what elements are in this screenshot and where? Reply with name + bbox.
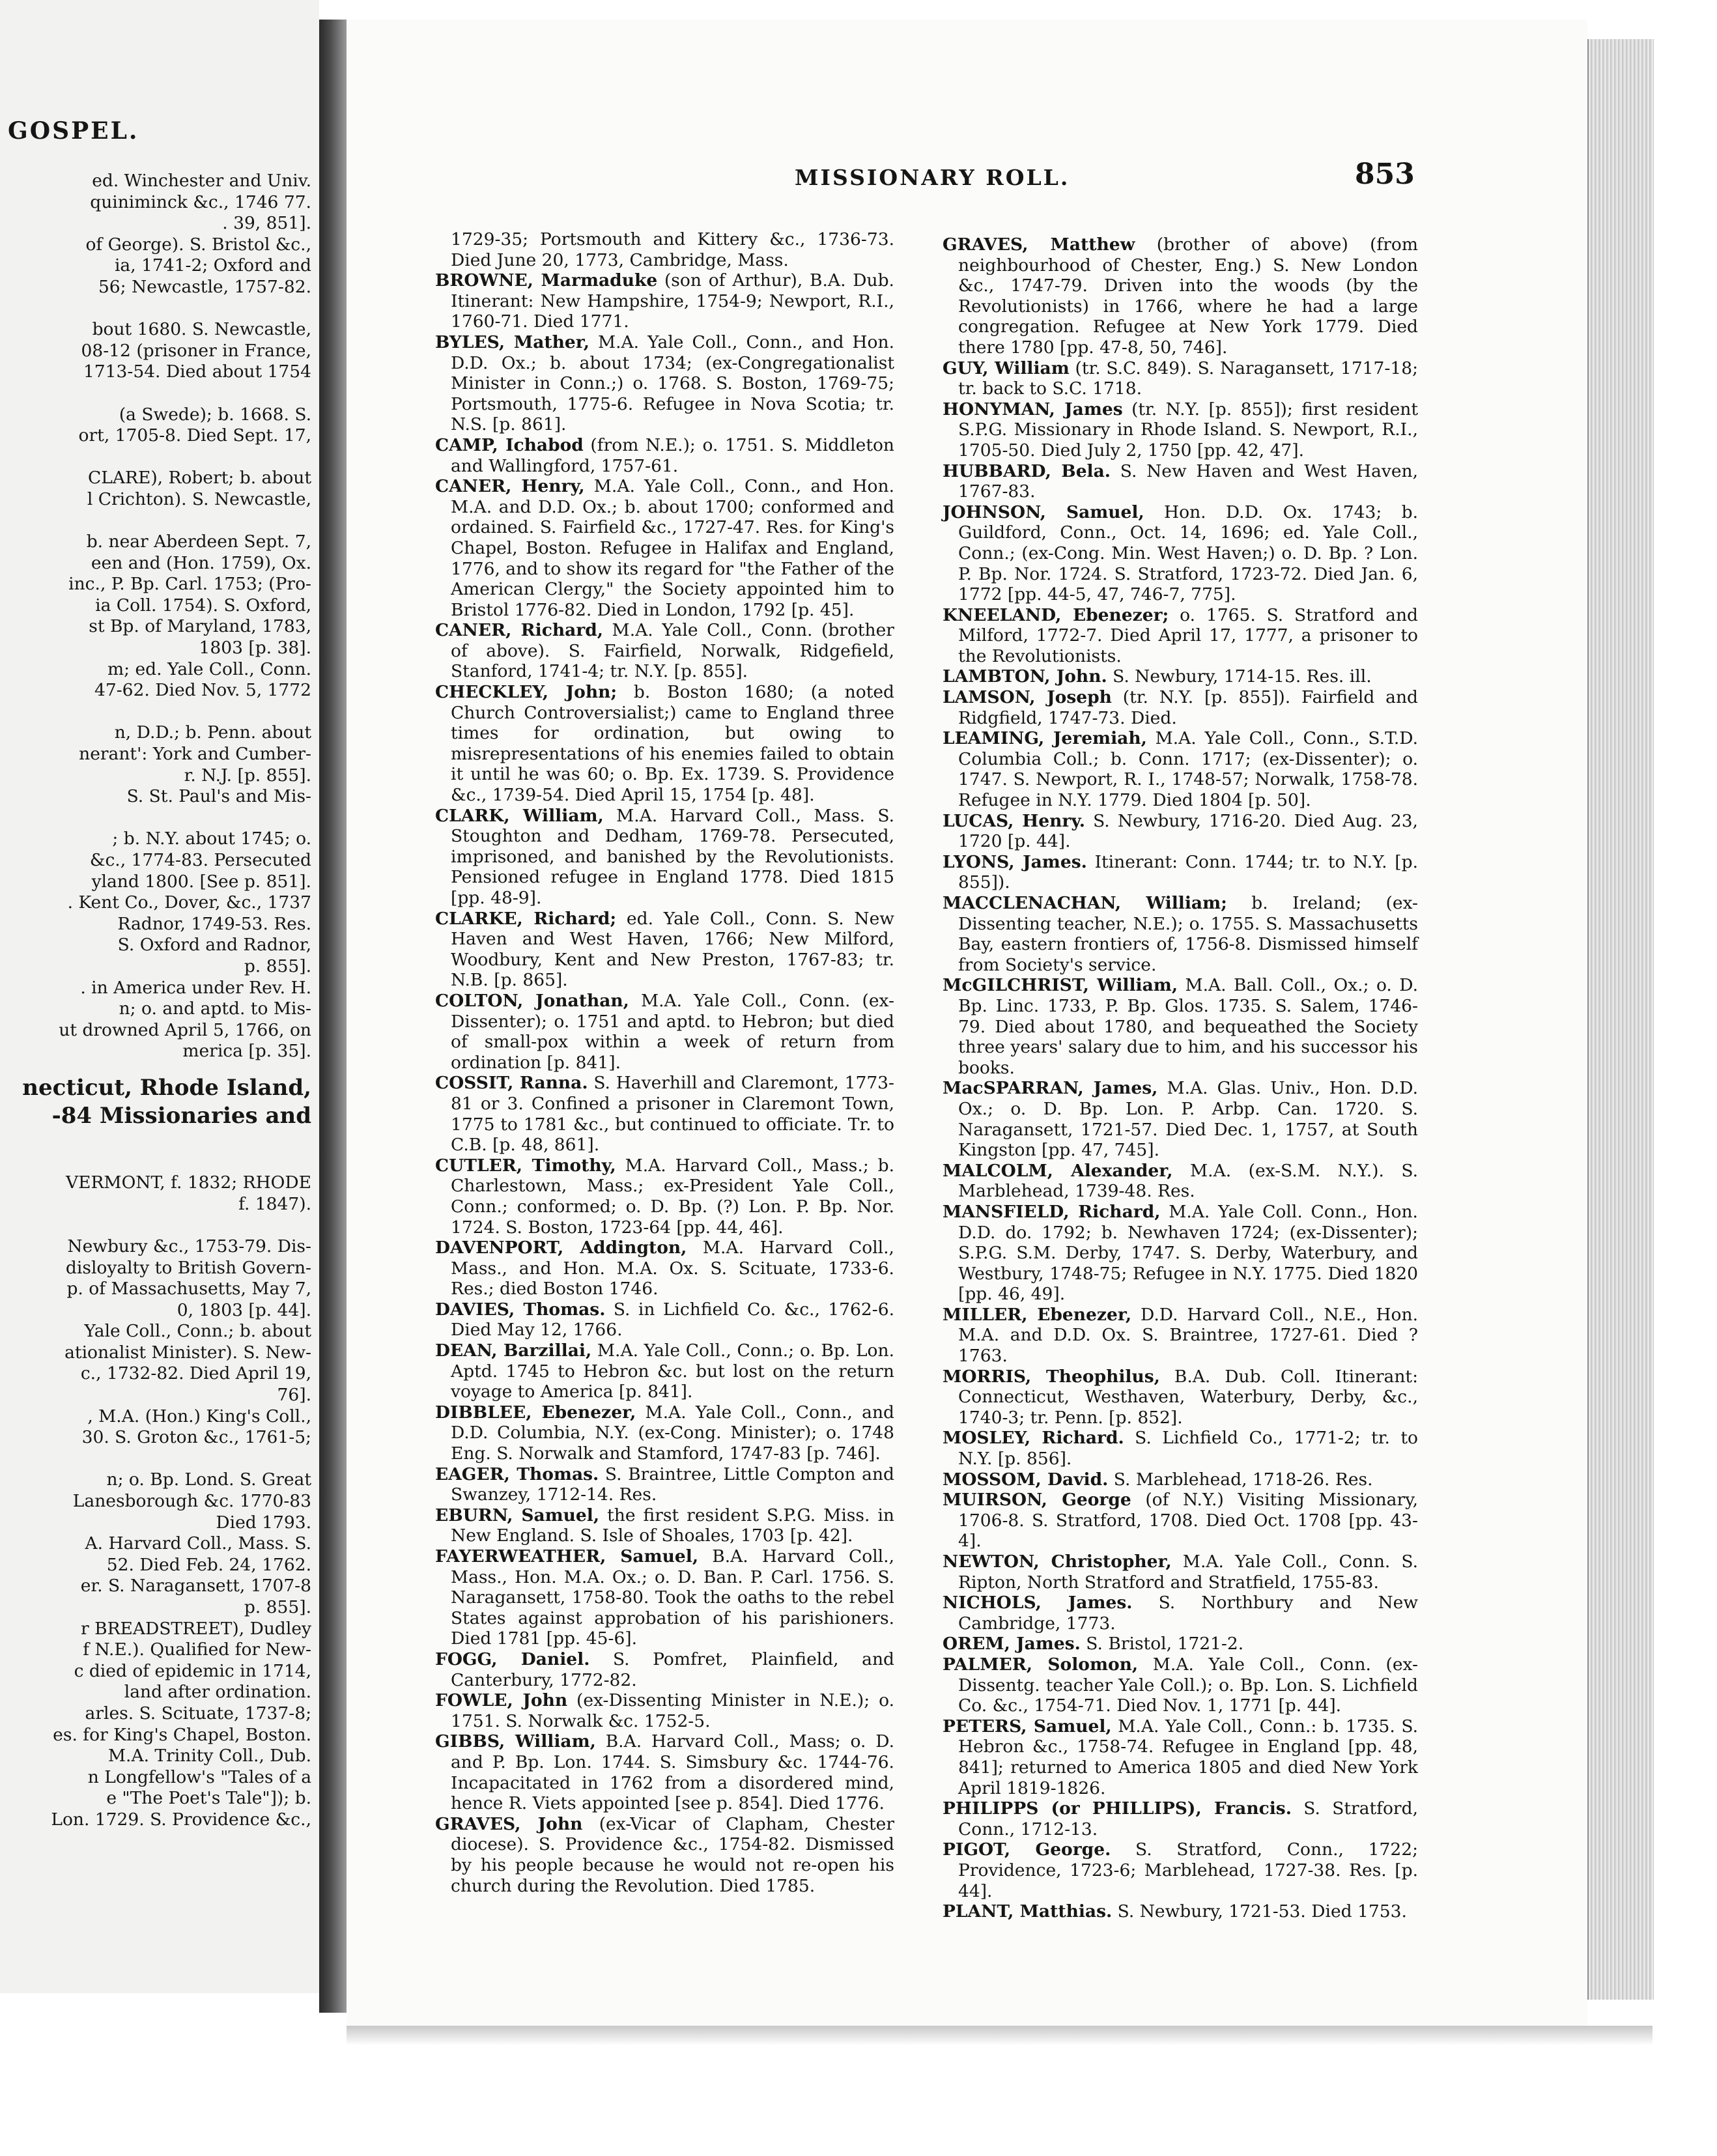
roll-entry	[943, 893, 1418, 975]
missionary-name: MOSSOM, David.	[943, 1469, 1109, 1490]
left-page-line: of George). S. Bristol &c.,	[85, 234, 311, 255]
left-page-line: n, D.D.; b. Penn. about	[114, 722, 311, 743]
missionary-name: COLTON, Jonathan,	[435, 990, 629, 1011]
left-page-line: &c., 1774-83. Persecuted	[89, 850, 311, 870]
roll-entry	[435, 1299, 894, 1340]
roll-entry	[943, 502, 1418, 605]
left-page-line: c died of epidemic in 1714,	[74, 1660, 311, 1681]
left-page-line: n; o. and aptd. to Mis-	[119, 999, 311, 1019]
missionary-name: CANER, Richard,	[435, 620, 604, 641]
entry-text: M.A. Yale Coll., Conn., and Hon. M.A. and D.D. Ox.; b. about 1700; conformed and ordained. S. Fairfield &c., 1727-47. Res. for King's Chapel, Boston. Refugee in Halifax and England, 1776, and to show its regard for "the Father of the American Clergy," the Society appointed him to Bristol 1776-82. Died in London, 1792 [p. 45].	[451, 476, 894, 620]
page-title: MISSIONARY ROLL.	[795, 165, 1070, 190]
left-page-line: Newbury &c., 1753-79. Dis-	[67, 1236, 311, 1256]
entry-text: (tr. N.Y. [p. 855]). Fairfield and Ridgfield, 1747-73. Died.	[958, 687, 1418, 728]
right-column	[943, 234, 1418, 1922]
entry-text: B.A. Dub. Coll. Itinerant: Connecticut, Westhaven, Waterbury, Derby, &c., 1740-3; tr. Penn. [p. 852].	[958, 1366, 1418, 1428]
missionary-name: LAMSON, Joseph	[943, 687, 1112, 708]
entry-text: M.A. Harvard Coll., Mass. S. Stoughton and Dedham, 1769-78. Persecuted, imprisoned, and banished by the Revolutionists. Pensioned refugee in England 1778. Died 1815 [pp. 48-9].	[451, 805, 895, 908]
left-page-line: ut drowned April 5, 1766, on	[59, 1019, 311, 1040]
missionary-name: COSSIT, Ranna.	[435, 1073, 588, 1094]
left-page-line: M.A. Trinity Coll., Dub.	[107, 1746, 311, 1766]
entry-text: S. Newbury, 1716-20. Died Aug. 23, 1720 [p. 44].	[958, 810, 1418, 852]
missionary-name: OREM, James.	[943, 1634, 1081, 1654]
entry-text: M.A. Yale Coll., Conn., and Hon. D.D. Ox.; b. about 1734; (ex-Congregationalist Minister in Conn.;) o. 1768. S. Boston, 1769-75; Portsmouth, 1775-6. Refugee in Nova Scotia; tr. N.S. [p. 861].	[451, 332, 894, 435]
left-page-line: -84 Missionaries and	[51, 1102, 311, 1129]
missionary-name: MALCOLM, Alexander,	[943, 1160, 1173, 1181]
roll-entry	[435, 806, 894, 909]
missionary-name: JOHNSON, Samuel,	[943, 502, 1144, 522]
missionary-name: CLARK, William,	[435, 805, 604, 826]
left-page-line: 1803 [p. 38].	[199, 638, 311, 659]
roll-entry	[943, 1428, 1418, 1469]
left-page-line: Died 1793.	[216, 1512, 311, 1533]
left-page-line: S. Oxford and Radnor,	[117, 935, 311, 956]
missionary-name: PIGOT, George.	[943, 1839, 1111, 1860]
entry-text: M.A. Yale Coll., Conn.: b. 1735. S. Hebron &c., 1758-74. Refugee in England [pp. 48, 841]; returned to America 1805 and died New York April 1819-1826.	[958, 1716, 1418, 1798]
left-page-line	[0, 1130, 311, 1152]
entry-text: S. Bristol, 1721-2.	[1080, 1634, 1244, 1654]
missionary-name: GRAVES, Matthew	[943, 234, 1135, 255]
roll-entry	[435, 1073, 894, 1155]
missionary-name: DAVIES, Thomas.	[435, 1299, 606, 1320]
roll-entry	[943, 234, 1418, 358]
left-page-line: 30. S. Groton &c., 1761-5;	[81, 1427, 311, 1448]
roll-entry	[435, 332, 894, 435]
left-page-line: (a Swede); b. 1668. S.	[119, 404, 311, 425]
left-page-text	[0, 171, 311, 1831]
left-page-line: Lanesborough &c. 1770-83	[72, 1491, 311, 1512]
roll-entry	[435, 1505, 894, 1546]
left-page-line	[0, 1449, 311, 1470]
left-page-line: VERMONT, f. 1832; RHODE	[66, 1172, 311, 1193]
missionary-name: DEAN, Barzillai,	[435, 1340, 592, 1361]
missionary-name: MUIRSON, George	[943, 1490, 1131, 1511]
missionary-name: MACCLENACHAN, William;	[943, 893, 1227, 913]
left-page-line: 47-62. Died Nov. 5, 1772	[94, 680, 311, 701]
entry-text: (from N.E.); o. 1751. S. Middleton and Wallingford, 1757-61.	[451, 434, 894, 476]
missionary-name: MacSPARRAN, James,	[943, 1078, 1158, 1099]
roll-entry	[943, 666, 1418, 687]
roll-entry	[943, 1634, 1418, 1654]
entry-text: (tr. N.Y. [p. 855]); first resident S.P.G. Missionary in Rhode Island. S. Newport, R.I., 1705-50. Died July 2, 1750 [pp. 42, 47].	[958, 399, 1418, 461]
left-page-line: 76].	[277, 1385, 311, 1406]
roll-entry	[943, 461, 1418, 502]
left-page-line: c., 1732-82. Died April 19,	[80, 1363, 311, 1384]
roll-entry	[943, 1593, 1418, 1634]
left-page-line	[0, 298, 311, 320]
left-page-line: , M.A. (Hon.) King's Coll.,	[87, 1406, 311, 1426]
roll-entry	[435, 1340, 894, 1402]
left-page-line: ia, 1741-2; Oxford and	[114, 255, 311, 276]
entry-text: (ex-Dissenting Minister in N.E.); o. 1751. S. Norwalk &c. 1752-5.	[451, 1690, 894, 1731]
left-page-line: f. 1847).	[238, 1193, 311, 1214]
missionary-name: DIBBLEE, Ebenezer,	[435, 1402, 636, 1423]
entry-text: M.A. Yale Coll., Conn. (ex-Dissenter); o. 1751 and aptd. to Hebron; but died of small-pox within a week of return from ordination [p. 841].	[451, 990, 894, 1073]
left-page-line: p. 855].	[244, 956, 311, 976]
missionary-name: MILLER, Ebenezer,	[943, 1304, 1132, 1325]
roll-entry	[435, 1238, 894, 1299]
left-page-line	[0, 447, 311, 468]
roll-entry	[943, 811, 1418, 852]
missionary-name: MOSLEY, Richard.	[943, 1428, 1124, 1449]
left-page-line	[0, 383, 311, 404]
roll-entry	[943, 975, 1418, 1078]
missionary-name: KNEELAND, Ebenezer;	[943, 604, 1169, 625]
left-page-line: n Longfellow's "Tales of a	[87, 1766, 311, 1787]
missionary-name: FOWLE, John	[435, 1690, 568, 1711]
left-page-line: disloyalty to British Govern-	[65, 1257, 311, 1278]
left-page-line: 52. Died Feb. 24, 1762.	[106, 1554, 311, 1575]
missionary-name: CLARKE, Richard;	[435, 908, 617, 929]
roll-entry	[943, 399, 1418, 461]
entry-text: S. Braintree, Little Compton and Swanzey, 1712-14. Res.	[451, 1464, 894, 1505]
left-page-line: es. for King's Chapel, Boston.	[53, 1724, 311, 1745]
entry-text: (brother of above) (from neighbourhood of Chester, Eng.) S. New London &c., 1747-79. Driven into the woods (by the Revolutionists) in 1766, where he had a large congregation. Refugee at New York 1779. Died there 1780 [pp. 47-8, 50, 746].	[958, 234, 1418, 358]
left-page-line: land after ordination.	[124, 1682, 311, 1703]
left-page-line: p. of Massachusetts, May 7,	[66, 1279, 311, 1299]
roll-entry	[943, 1305, 1418, 1367]
roll-entry	[943, 1839, 1418, 1901]
roll-entry	[943, 852, 1418, 893]
entry-text: M.A. Ball. Coll., Ox.; o. D. Bp. Linc. 1733, P. Bp. Glos. 1735. S. Salem, 1746-79. Died about 1780, and bequeathed the Society three years' salary due to him, and his successor his books.	[958, 975, 1418, 1078]
entry-text: S. Stratford, Conn., 1712-13.	[958, 1798, 1418, 1839]
entry-text: S. Marblehead, 1718-26. Res.	[1108, 1469, 1373, 1490]
left-page-line: ed. Winchester and Univ.	[92, 171, 311, 191]
missionary-name: PETERS, Samuel,	[943, 1716, 1112, 1737]
left-page-line: 56; Newcastle, 1757-82.	[98, 276, 311, 297]
roll-entry	[435, 1156, 894, 1238]
missionary-name: PHILIPPS (or PHILLIPS), Francis.	[943, 1798, 1292, 1819]
left-page-line: quiniminck &c., 1746 77.	[90, 191, 311, 212]
left-page-line: f N.E.). Qualified for New-	[83, 1639, 311, 1660]
roll-entry	[435, 682, 894, 806]
roll-entry	[943, 605, 1418, 667]
entry-text: M.A. Glas. Univ., Hon. D.D. Ox.; o. D. Bp. Lon. P. Arbp. Can. 1720. S. Naragansett, 1721-57. Died Dec. 1, 1757, at South Kingston [pp. 47, 745].	[958, 1078, 1418, 1161]
roll-entry	[435, 909, 894, 991]
left-page-line: CLARE), Robert; b. about	[88, 468, 311, 489]
missionary-name: DAVENPORT, Addington,	[435, 1238, 687, 1258]
roll-entry	[943, 1490, 1418, 1552]
roll-entry	[435, 435, 894, 476]
roll-entry	[943, 1469, 1418, 1490]
left-page-line	[0, 1152, 311, 1173]
roll-entry	[435, 620, 894, 682]
missionary-name: LEAMING, Jeremiah,	[943, 728, 1147, 749]
entry-text: M.A. Yale Coll., Conn., S.T.D. Columbia Coll.; b. Conn. 1717; (ex-Dissenter); o. 1747. S. Newport, R. I., 1748-57; Norwalk, 1758-78. Refugee in N.Y. 1779. Died 1804 [p. 50].	[958, 728, 1418, 811]
roll-entry	[943, 1552, 1418, 1593]
left-page-line: er. S. Naragansett, 1707-8	[80, 1576, 311, 1596]
left-page-line: yland 1800. [See p. 851].	[91, 871, 311, 892]
roll-entry	[943, 1202, 1418, 1305]
left-page-line: merica [p. 35].	[182, 1041, 311, 1062]
entry-text: S. New Haven and West Haven, 1767-83.	[958, 461, 1418, 502]
missionary-name: MORRIS, Theophilus,	[943, 1366, 1160, 1387]
missionary-name: MANSFIELD, Richard,	[943, 1201, 1161, 1222]
missionary-name: GRAVES, John	[435, 1813, 583, 1834]
missionary-name: EAGER, Thomas.	[435, 1464, 599, 1484]
missionary-name: LYONS, James.	[943, 851, 1087, 872]
roll-entry	[943, 1798, 1418, 1839]
left-page-line: necticut, Rhode Island,	[22, 1074, 311, 1101]
missionary-name: HONYMAN, James	[943, 399, 1123, 419]
roll-entry	[943, 1716, 1418, 1798]
entry-text: b. Ireland; (ex-Dissenting teacher, N.E.); o. 1755. S. Massachusetts Bay, eastern frontiers of, 1756-8. Dismissed himself from Society's service.	[958, 893, 1419, 975]
missionary-name: McGILCHRIST, William,	[943, 975, 1178, 996]
left-page-line: . Kent Co., Dover, &c., 1737	[67, 892, 311, 913]
roll-entry	[943, 1161, 1418, 1202]
page-bottom-shadow	[347, 2026, 1653, 2045]
left-page-line: een and (Hon. 1759), Ox.	[91, 552, 311, 573]
left-page-line: inc., P. Bp. Carl. 1753; (Pro-	[68, 574, 311, 595]
missionary-name: EBURN, Samuel,	[435, 1505, 600, 1525]
entry-text: S. in Lichfield Co. &c., 1762-6. Died May 12, 1766.	[451, 1299, 894, 1340]
missionary-name: LUCAS, Henry.	[943, 810, 1085, 831]
entry-text: (of N.Y.) Visiting Missionary, 1706-8. S. Stratford, 1708. Died Oct. 1708 [pp. 43-4].	[958, 1490, 1418, 1552]
entry-text: D.D. Harvard Coll., N.E., Hon. M.A. and D.D. Ox. S. Braintree, 1727-61. Died ? 1763.	[958, 1304, 1418, 1367]
left-page-line: r. N.J. [p. 855].	[184, 765, 311, 786]
roll-entry	[435, 1464, 894, 1505]
roll-entry	[435, 1546, 894, 1649]
entry-text: (son of Arthur), B.A. Dub. Itinerant: New Hampshire, 1754-9; Newport, R.I., 1760-71. Died 1771.	[451, 270, 894, 332]
left-page-line: Radnor, 1749-53. Res.	[117, 913, 311, 934]
left-page-line: 0, 1803 [p. 44].	[177, 1299, 311, 1320]
missionary-name: GIBBS, William,	[435, 1731, 596, 1752]
entry-text: M.A. Yale Coll. Conn., Hon. D.D. do. 1792; b. Newhaven 1724; (ex-Dissenter); S.P.G. S.M. Derby, 1747. S. Derby, Waterbury, and Westbury, 1748-75; Refugee in N.Y. 1775. Died 1820 [pp. 46, 49].	[958, 1201, 1418, 1305]
left-page-line	[0, 1062, 311, 1074]
missionary-name: CAMP, Ichabod	[435, 434, 584, 455]
left-page-line: p. 855].	[244, 1597, 311, 1617]
roll-entry	[943, 687, 1418, 728]
left-page-line: ia Coll. 1754). S. Oxford,	[95, 595, 311, 616]
entry-text: M.A. Yale Coll., Conn. (ex-Dissentg. teacher Yale Coll.); o. Bp. Lon. S. Lichfield Co. &c., 1754-71. Died Nov. 1, 1771 [p. 44].	[958, 1654, 1418, 1716]
entry-text: 1729-35; Portsmouth and Kittery &c., 1736-73. Died June 20, 1773, Cambridge, Mass.	[451, 229, 894, 270]
left-page	[0, 0, 319, 1993]
book-gutter	[319, 20, 347, 2013]
left-page-line: b. near Aberdeen Sept. 7,	[86, 532, 311, 552]
missionary-name: NEWTON, Christopher,	[943, 1552, 1172, 1572]
roll-entry	[435, 476, 894, 620]
left-page-line: . 39, 851].	[222, 213, 311, 234]
left-page-line: n; o. Bp. Lond. S. Great	[106, 1469, 311, 1490]
roll-entry	[435, 1690, 894, 1731]
left-page-line: bout 1680. S. Newcastle,	[92, 319, 311, 340]
entry-text: (tr. S.C. 849). S. Naragansett, 1717-18; tr. back to S.C. 1718.	[958, 358, 1419, 399]
roll-entry	[943, 1654, 1418, 1716]
missionary-name: CANER, Henry,	[435, 476, 585, 497]
roll-entry	[435, 1402, 894, 1464]
missionary-name: GUY, William	[943, 358, 1070, 378]
left-page-line: ationalist Minister). S. New-	[64, 1342, 311, 1363]
entry-text: the first resident S.P.G. Miss. in New England. S. Isle of Shoales, 1703 [p. 42].	[451, 1505, 894, 1546]
entry-text: ed. Yale Coll., Conn. S. New Haven and West Haven, 1766; New Milford, Woodbury, Kent and New Preston, 1767-83; tr. N.B. [p. 865].	[451, 908, 894, 991]
entry-text: b. Boston 1680; (a noted Church Controversialist;) came to England three times for ordination, but owing to misrepresentations of his enemies failed to obtain it until he was 60; o. Bp. Ex. 1739. S. Providence &c., 1739-54. Died April 15, 1754 [p. 48].	[451, 682, 895, 806]
left-page-running-head: GOSPEL.	[8, 117, 139, 145]
left-page-line: ort, 1705-8. Died Sept. 17,	[78, 425, 311, 446]
left-page-line: . in America under Rev. H.	[80, 977, 311, 998]
roll-entry	[943, 1901, 1418, 1922]
entry-text: Hon. D.D. Ox. 1743; b. Guildford, Conn., Oct. 14, 1696; ed. Yale Coll., Conn.; (ex-Cong. Min. West Haven;) o. D. Bp. ? Lon. P. Bp. Nor. 1724. S. Stratford, 1723-72. Died Jan. 6, 1772 [pp. 44-5, 47, 746-7, 775].	[958, 502, 1418, 605]
missionary-name: NICHOLS, James.	[943, 1593, 1133, 1613]
entry-text: o. 1765. S. Stratford and Milford, 1772-7. Died April 17, 1777, a prisoner to the Revolutionists.	[958, 604, 1418, 666]
entry-text: M.A. Harvard Coll., Mass., and Hon. M.A. Ox. S. Scituate, 1733-6. Res.; died Boston 1746.	[451, 1238, 894, 1299]
entry-text: S. Stratford, Conn., 1722; Providence, 1723-6; Marblehead, 1727-38. Res. [p. 44].	[958, 1839, 1418, 1901]
missionary-name: CUTLER, Timothy,	[435, 1155, 616, 1176]
left-page-line: 08-12 (prisoner in France,	[81, 340, 311, 361]
missionary-name: FOGG, Daniel.	[435, 1649, 590, 1669]
left-page-line: m; ed. Yale Coll., Conn.	[107, 659, 311, 679]
entry-text: (ex-Vicar of Clapham, Chester diocese). S. Providence &c., 1754-82. Dismissed by his people because he would not re-open his church during the Revolution. Died 1785.	[451, 1813, 894, 1896]
left-page-line	[0, 808, 311, 829]
roll-entry	[435, 1649, 894, 1690]
left-page-line: 1713-54. Died about 1754	[83, 362, 311, 382]
entry-text: M.A. Yale Coll., Conn.; o. Bp. Lon. Aptd. 1745 to Hebron &c. but lost on the return voyage to America [p. 841].	[451, 1340, 894, 1402]
entry-text: S. Pomfret, Plainfield, and Canterbury, 1772-82.	[451, 1649, 894, 1690]
left-page-line: A. Harvard Coll., Mass. S.	[85, 1533, 311, 1554]
missionary-name: CHECKLEY, John;	[435, 682, 617, 703]
missionary-name: BROWNE, Marmaduke	[435, 270, 658, 291]
entry-text: B.A. Harvard Coll., Mass; o. D. and P. Bp. Lon. 1744. S. Simsbury &c. 1744-76. Incapacitated in 1762 from a disordered mind, hence R. Viets appointed [see p. 854]. Died 1776.	[451, 1731, 894, 1814]
left-page-line: nerant': York and Cumber-	[79, 744, 311, 765]
entry-text: M.A. Yale Coll., Conn., and D.D. Columbia, N.Y. (ex-Cong. Minister); o. 1748 Eng. S. Norwalk and Stamford, 1747-83 [p. 746].	[451, 1402, 895, 1464]
page-fore-edge	[1587, 39, 1654, 2000]
left-page-line: arles. S. Scituate, 1737-8;	[85, 1703, 311, 1723]
entry-text: M.A. Yale Coll., Conn. (brother of above). S. Fairfield, Norwalk, Ridgefield, Stanford, 1741-4; tr. N.Y. [p. 855].	[451, 620, 894, 682]
entry-text: M.A. Harvard Coll., Mass.; b. Charlestown, Mass.; ex-President Yale Coll., Conn.; conformed; o. D. Bp. (?) Lon. P. Bp. Nor. 1724. S. Boston, 1723-64 [pp. 44, 46].	[451, 1155, 894, 1238]
entry-text: M.A. (ex-S.M. N.Y.). S. Marblehead, 1739-48. Res.	[958, 1160, 1418, 1202]
page-number: 853	[1355, 158, 1415, 191]
entry-text: M.A. Yale Coll., Conn. S. Ripton, North Stratford and Stratfield, 1755-83.	[958, 1552, 1418, 1593]
missionary-name: PALMER, Solomon,	[943, 1654, 1139, 1675]
left-page-line: S. St. Paul's and Mis-	[126, 786, 311, 807]
left-page-line	[0, 702, 311, 723]
entry-text: S. Haverhill and Claremont, 1773-81 or 3. Confined a prisoner in Claremont Town, 1775 to 1781 &c., but continued to officiate. Tr. to C.B. [p. 48, 861].	[451, 1073, 894, 1156]
missionary-name: FAYERWEATHER, Samuel,	[435, 1546, 699, 1567]
missionary-name: PLANT, Matthias.	[943, 1901, 1113, 1922]
entry-text: S. Lichfield Co., 1771-2; tr. to N.Y. [p. 856].	[958, 1428, 1418, 1469]
left-page-line: l Crichton). S. Newcastle,	[87, 489, 311, 509]
entry-text: B.A. Harvard Coll., Mass., Hon. M.A. Ox.; o. D. Ban. P. Carl. 1756. S. Naragansett, 1758-80. Took the oaths to the rebel States against approbation of his parishioners. Died 1781 [pp. 45-6].	[451, 1546, 894, 1649]
roll-entry	[943, 358, 1418, 399]
roll-entry	[435, 1814, 894, 1896]
left-column	[435, 229, 894, 1896]
left-page-line	[0, 1215, 311, 1236]
missionary-name: BYLES, Mather,	[435, 332, 590, 352]
entry-text: Itinerant: Conn. 1744; tr. to N.Y. [p. 855]).	[958, 851, 1419, 893]
entry-text: S. Northbury and New Cambridge, 1773.	[958, 1593, 1418, 1634]
roll-entry	[943, 1078, 1418, 1160]
left-page-line: ; b. N.Y. about 1745; o.	[112, 829, 311, 849]
left-page-line: e "The Poet's Tale"]); b.	[106, 1788, 311, 1809]
roll-entry	[943, 728, 1418, 810]
left-page-line: Yale Coll., Conn.; b. about	[84, 1321, 311, 1342]
left-page-line: st Bp. of Maryland, 1783,	[89, 616, 311, 637]
left-page-line	[0, 511, 311, 532]
entry-text: S. Newbury, 1714-15. Res. ill.	[1107, 666, 1372, 687]
roll-entry	[435, 1731, 894, 1813]
left-page-line: r BREADSTREET), Dudley	[81, 1618, 311, 1639]
roll-entry	[435, 991, 894, 1073]
entry-text: S. Newbury, 1721-53. Died 1753.	[1112, 1901, 1407, 1922]
missionary-name: HUBBARD, Bela.	[943, 461, 1111, 481]
roll-entry	[943, 1367, 1418, 1428]
missionary-name: LAMBTON, John.	[943, 666, 1107, 687]
roll-entry	[435, 270, 894, 332]
roll-entry	[435, 229, 894, 270]
left-page-line: Lon. 1729. S. Providence &c.,	[51, 1809, 311, 1830]
